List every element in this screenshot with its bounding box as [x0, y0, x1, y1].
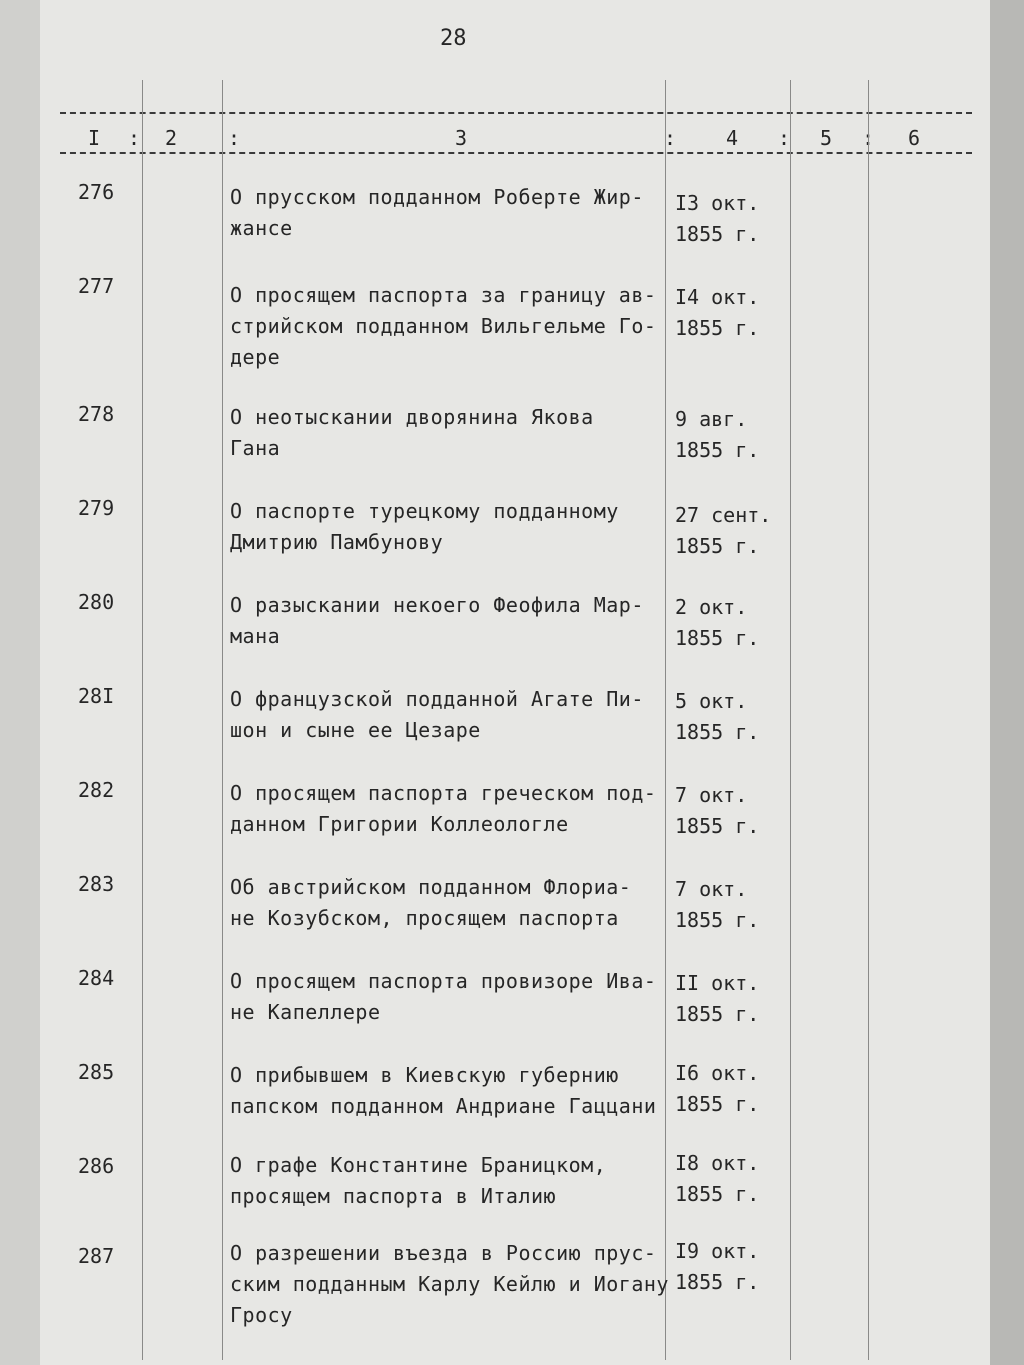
column-number-6: 6 [908, 126, 921, 150]
entry-date: 27 сент. 1855 г. [675, 503, 772, 558]
column-rule [222, 80, 223, 1360]
entry-number: 285 [78, 1060, 115, 1084]
entry-title: О прибывшем в Киевскую губернию папском подданном Андриане Гаццани [230, 1063, 657, 1118]
entry-date: I8 окт. 1855 г. [675, 1151, 760, 1206]
entry-title: О французской подданной Агате Пи- шон и сыне ее Цезаре [230, 687, 644, 742]
column-separator: : [862, 126, 875, 150]
header-bottom-rule [60, 152, 972, 154]
entry-date: 2 окт. 1855 г. [675, 595, 760, 650]
column-number-5: 5 [820, 126, 833, 150]
entry-date: 7 окт. 1855 г. [675, 877, 760, 932]
entry-date: I4 окт. 1855 г. [675, 285, 760, 340]
column-separator: : [664, 126, 677, 150]
entry-title: О просящем паспорта за границу ав- стрийском подданном Вильгельме Го- дере [230, 283, 657, 369]
entry-number: 276 [78, 180, 115, 204]
entry-number: 28I [78, 684, 115, 708]
column-rule [142, 80, 143, 1360]
entry-title: О паспорте турецкому подданному Дмитрию Памбунову [230, 499, 619, 554]
entry-title: О просящем паспорта провизоре Ива- не Капеллере [230, 969, 657, 1024]
entry-title: О просящем паспорта греческом под- данном Григории Коллеологле [230, 781, 657, 836]
entry-number: 278 [78, 402, 115, 426]
column-separator: : [228, 126, 241, 150]
entry-date: I6 окт. 1855 г. [675, 1061, 760, 1116]
entry-title: О разрешении въезда в Россию прус- ским подданным Карлу Кейлю и Иогану Гросу [230, 1241, 669, 1327]
column-separator: : [128, 126, 141, 150]
page-edge-shadow [990, 0, 1024, 1365]
entry-date: 7 окт. 1855 г. [675, 783, 760, 838]
column-rule [868, 80, 869, 1360]
entry-date: I9 окт. 1855 г. [675, 1239, 760, 1294]
entry-number: 282 [78, 778, 115, 802]
column-number-4: 4 [726, 126, 739, 150]
entry-number: 283 [78, 872, 115, 896]
column-number-1: I [88, 126, 101, 150]
entry-date: 9 авг. 1855 г. [675, 407, 760, 462]
entry-number: 277 [78, 274, 115, 298]
entry-number: 280 [78, 590, 115, 614]
entry-date: I3 окт. 1855 г. [675, 191, 760, 246]
entry-number: 286 [78, 1154, 115, 1178]
column-separator: : [778, 126, 791, 150]
entry-date: II окт. 1855 г. [675, 971, 760, 1026]
entry-title: Об австрийском подданном Флориа- не Козубском, просящем паспорта [230, 875, 632, 930]
entry-number: 287 [78, 1244, 115, 1268]
binding-edge [0, 0, 41, 1365]
entry-date: 5 окт. 1855 г. [675, 689, 760, 744]
entry-number: 284 [78, 966, 115, 990]
entry-number: 279 [78, 496, 115, 520]
column-rule [790, 80, 791, 1360]
entry-title: О неотыскании дворянина Якова Гана [230, 405, 594, 460]
page-number: 28 [440, 26, 467, 51]
column-number-2: 2 [165, 126, 178, 150]
entry-title: О графе Константине Браницком, просящем паспорта в Италию [230, 1153, 607, 1208]
entry-title: О прусском подданном Роберте Жир- жансе [230, 185, 644, 240]
entry-title: О разыскании некоего Феофила Мар- мана [230, 593, 644, 648]
column-number-3: 3 [455, 126, 468, 150]
header-top-rule [60, 112, 972, 114]
column-rule [665, 80, 666, 1360]
